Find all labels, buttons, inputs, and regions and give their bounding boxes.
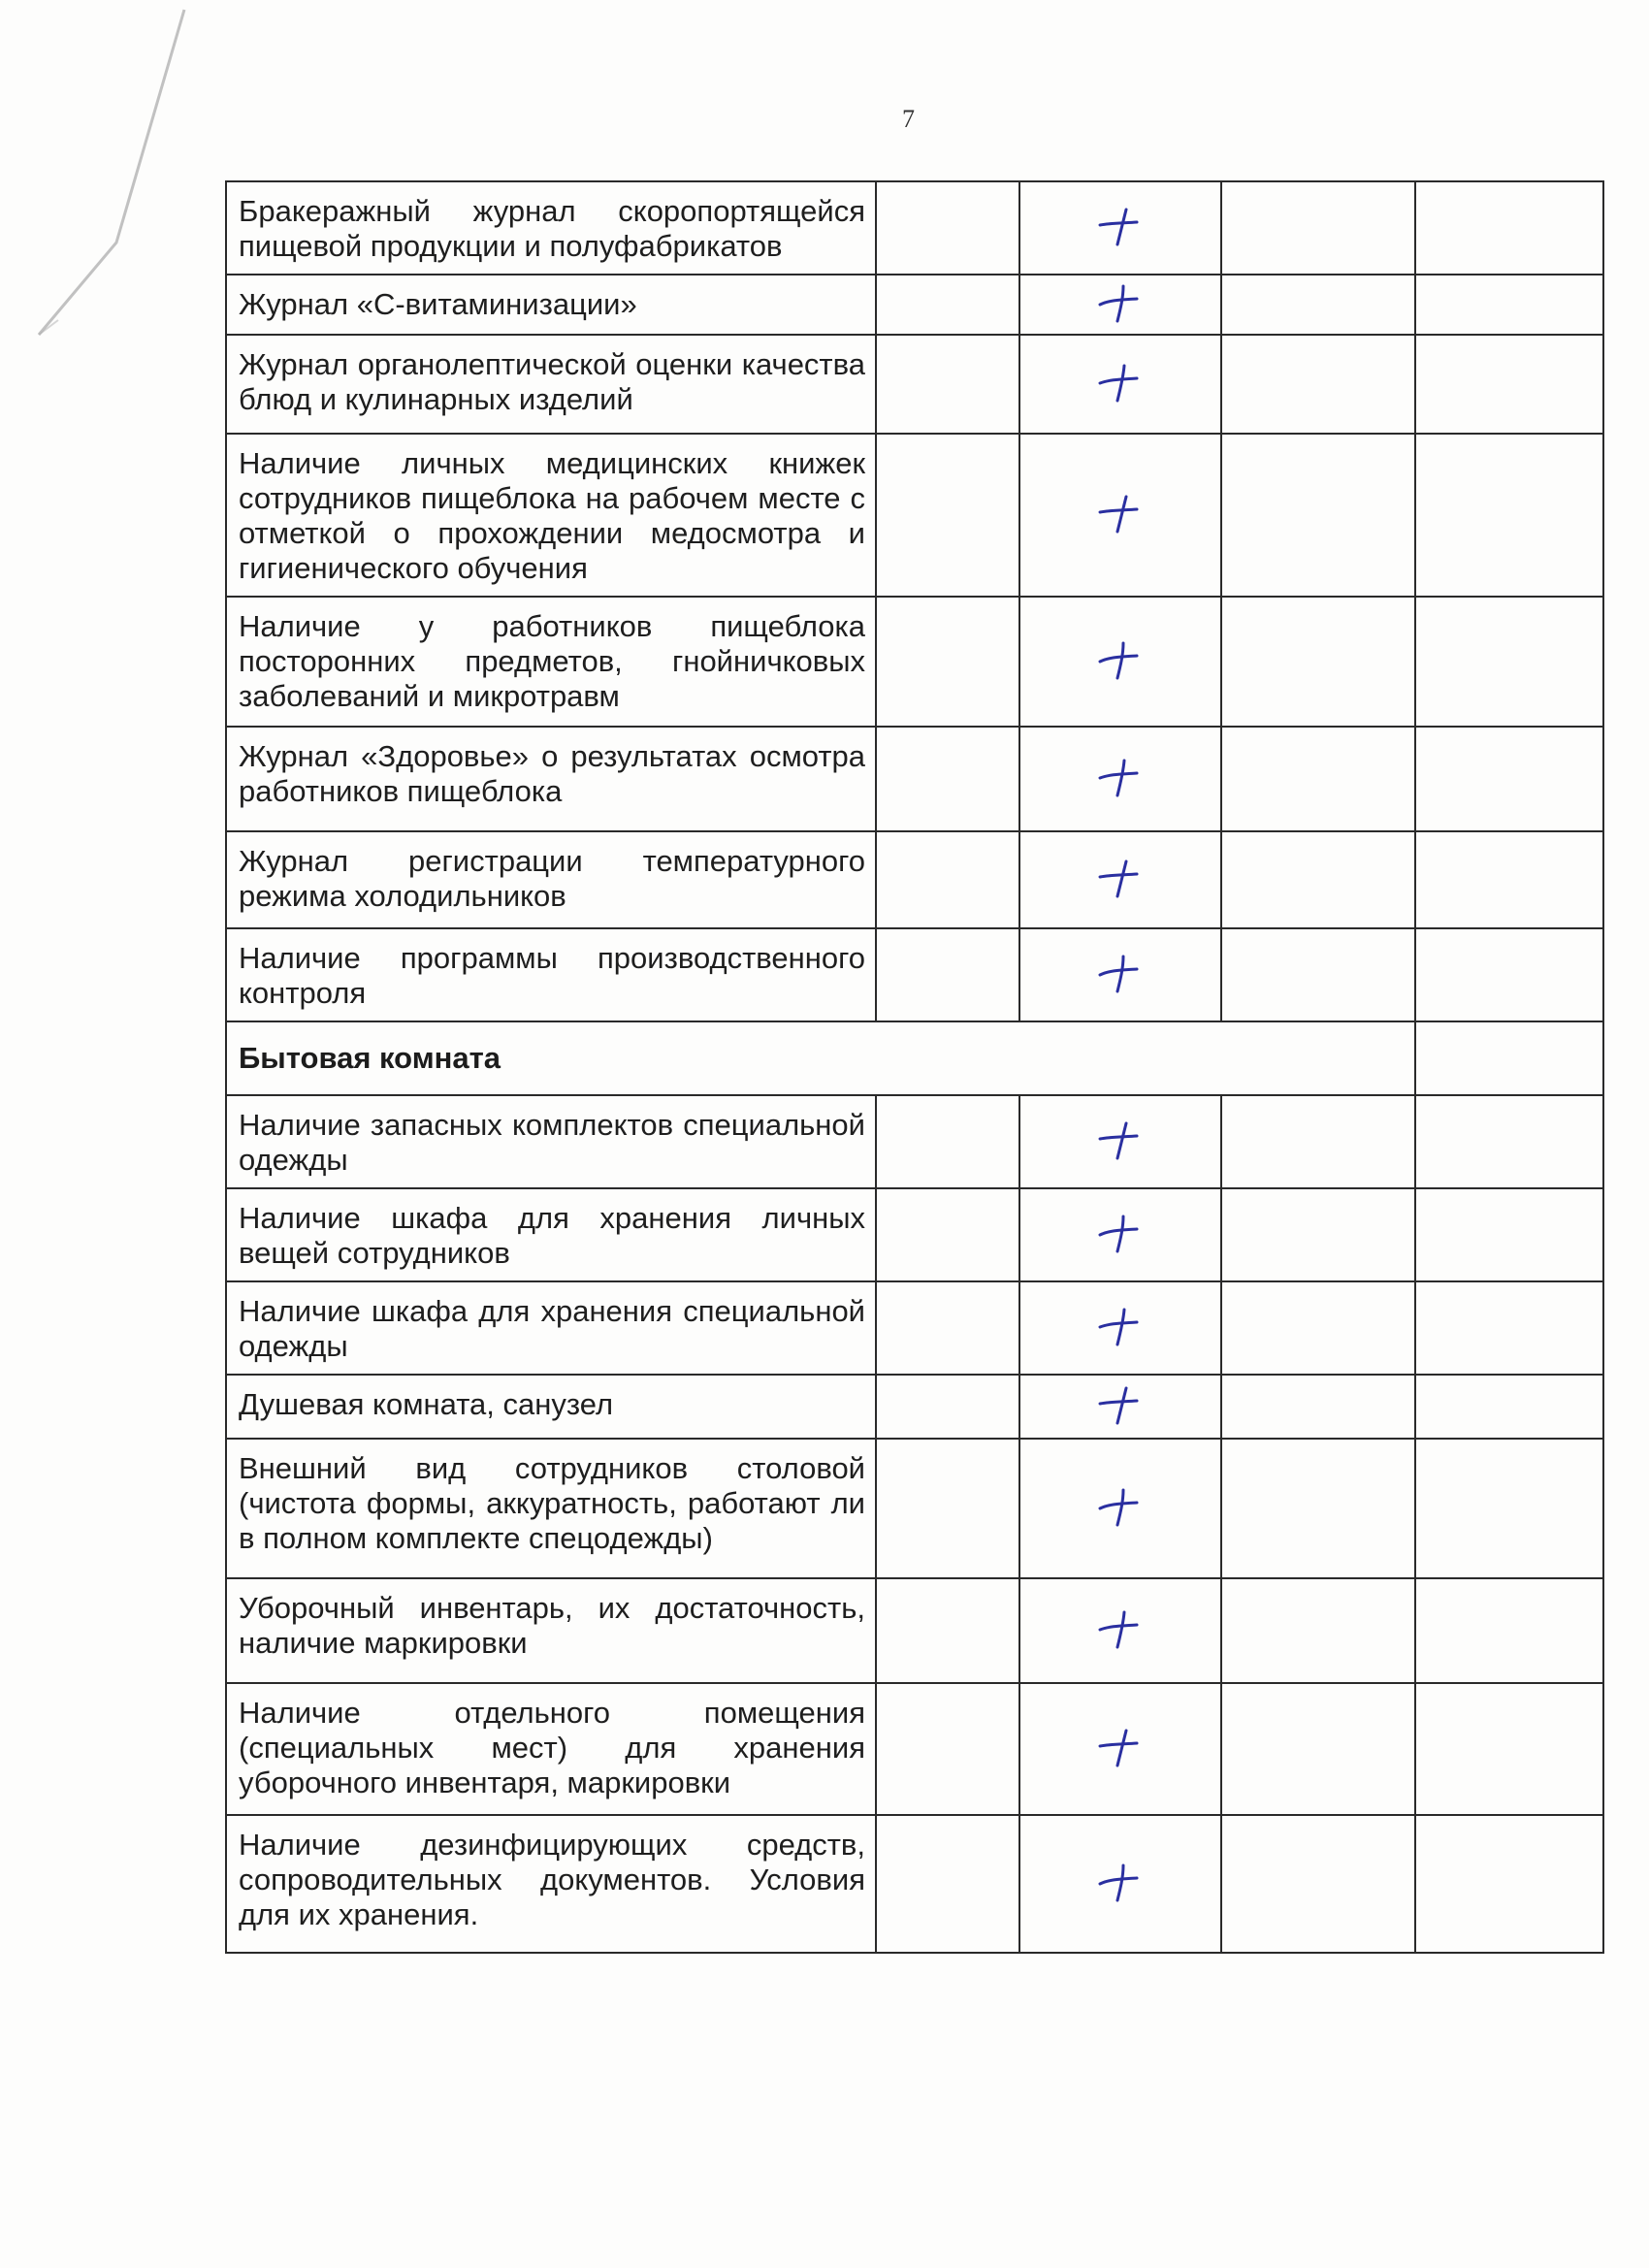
empty-cell <box>876 597 1019 727</box>
criterion-text: Душевая комната, санузел <box>226 1375 876 1439</box>
table-row <box>226 335 1603 434</box>
empty-cell <box>876 181 1019 275</box>
handwritten-plus-icon <box>1094 637 1147 682</box>
check-mark-cell <box>1019 831 1221 928</box>
table-row <box>226 928 1603 1021</box>
empty-cell <box>1415 831 1603 928</box>
empty-cell <box>1415 1683 1603 1815</box>
handwritten-plus-icon <box>1094 856 1147 900</box>
empty-cell <box>876 831 1019 928</box>
handwritten-plus-icon <box>1094 1484 1147 1529</box>
empty-cell <box>1221 1188 1415 1281</box>
inspection-checklist-table <box>225 180 1604 1954</box>
check-mark-cell <box>1019 1815 1221 1953</box>
handwritten-plus-icon <box>1094 1118 1147 1162</box>
empty-cell <box>1415 727 1603 831</box>
table-row <box>226 1095 1603 1188</box>
empty-cell <box>1415 597 1603 727</box>
empty-cell <box>1415 1188 1603 1281</box>
handwritten-plus-icon <box>1094 1860 1147 1904</box>
empty-cell <box>876 727 1019 831</box>
empty-cell <box>876 275 1019 335</box>
empty-cell <box>876 1578 1019 1683</box>
empty-cell <box>1415 181 1603 275</box>
table-row <box>226 1439 1603 1578</box>
check-mark-cell <box>1019 1281 1221 1375</box>
table-row <box>226 597 1603 727</box>
criterion-text: Журнал «Здоровье» о результатах осмотра работников пищеблока <box>226 727 876 831</box>
table-row <box>226 1281 1603 1375</box>
empty-cell <box>1221 1439 1415 1578</box>
handwritten-plus-icon <box>1094 1382 1147 1427</box>
empty-cell <box>876 1375 1019 1439</box>
criterion-text: Наличие отдельного помещения (специальных мест) для хранения уборочного инвентаря, маркировки <box>226 1683 876 1815</box>
table-row <box>226 1683 1603 1815</box>
empty-cell <box>876 1188 1019 1281</box>
table-row <box>226 1815 1603 1953</box>
empty-cell <box>1221 1281 1415 1375</box>
handwritten-plus-icon <box>1094 1606 1147 1651</box>
check-mark-cell <box>1019 335 1221 434</box>
empty-cell <box>1221 1578 1415 1683</box>
page-number: 7 <box>902 105 915 133</box>
criterion-text: Наличие программы производственного контроля <box>226 928 876 1021</box>
check-mark-cell <box>1019 1375 1221 1439</box>
empty-cell <box>1415 928 1603 1021</box>
table-row <box>226 434 1603 597</box>
empty-cell <box>876 1439 1019 1578</box>
empty-cell <box>1221 1683 1415 1815</box>
empty-cell <box>876 1281 1019 1375</box>
empty-cell <box>1415 1021 1603 1095</box>
check-mark-cell <box>1019 1188 1221 1281</box>
check-mark-cell <box>1019 1095 1221 1188</box>
empty-cell <box>1415 434 1603 597</box>
empty-cell <box>1415 1815 1603 1953</box>
empty-cell <box>1415 1095 1603 1188</box>
criterion-text: Внешний вид сотрудников столовой (чистота формы, аккуратность, работают ли в полном комплекте спецодежды) <box>226 1439 876 1578</box>
table-row <box>226 1188 1603 1281</box>
empty-cell <box>1221 335 1415 434</box>
handwritten-plus-icon <box>1094 360 1147 405</box>
criterion-text: Наличие шкафа для хранения специальной одежды <box>226 1281 876 1375</box>
empty-cell <box>1221 727 1415 831</box>
criterion-text: Журнал органолептической оценки качества блюд и кулинарных изделий <box>226 335 876 434</box>
table-row <box>226 181 1603 275</box>
criterion-text: Наличие запасных комплектов специальной одежды <box>226 1095 876 1188</box>
handwritten-plus-icon <box>1094 1211 1147 1255</box>
empty-cell <box>1221 928 1415 1021</box>
empty-cell <box>876 335 1019 434</box>
empty-cell <box>1221 1095 1415 1188</box>
section-header-row <box>226 1021 1603 1095</box>
empty-cell <box>1415 1578 1603 1683</box>
criterion-text: Бракеражный журнал скоропортящейся пищевой продукции и полуфабрикатов <box>226 181 876 275</box>
check-mark-cell <box>1019 727 1221 831</box>
empty-cell <box>876 434 1019 597</box>
empty-cell <box>1221 1815 1415 1953</box>
empty-cell <box>876 1095 1019 1188</box>
empty-cell <box>1221 597 1415 727</box>
empty-cell <box>1221 434 1415 597</box>
check-mark-cell <box>1019 1683 1221 1815</box>
empty-cell <box>1221 1375 1415 1439</box>
table-row <box>226 1375 1603 1439</box>
criterion-text: Уборочный инвентарь, их достаточность, наличие маркировки <box>226 1578 876 1683</box>
empty-cell <box>1221 275 1415 335</box>
empty-cell <box>876 1683 1019 1815</box>
handwritten-plus-icon <box>1094 491 1147 535</box>
table-row <box>226 1578 1603 1683</box>
empty-cell <box>1415 275 1603 335</box>
criterion-text: Журнал «С-витаминизации» <box>226 275 876 335</box>
empty-cell <box>1415 1439 1603 1578</box>
criterion-text: Наличие шкафа для хранения личных вещей сотрудников <box>226 1188 876 1281</box>
handwritten-plus-icon <box>1094 1725 1147 1769</box>
criterion-text: Наличие дезинфицирующих средств, сопроводительных документов. Условия для их хранения. <box>226 1815 876 1953</box>
handwritten-plus-icon <box>1094 280 1147 325</box>
handwritten-plus-icon <box>1094 951 1147 995</box>
check-mark-cell <box>1019 275 1221 335</box>
handwritten-plus-icon <box>1094 755 1147 799</box>
empty-cell <box>876 1815 1019 1953</box>
empty-cell <box>1415 1281 1603 1375</box>
check-mark-cell <box>1019 1439 1221 1578</box>
check-mark-cell <box>1019 434 1221 597</box>
check-mark-cell <box>1019 181 1221 275</box>
table-row <box>226 831 1603 928</box>
check-mark-cell <box>1019 928 1221 1021</box>
table-row <box>226 727 1603 831</box>
handwritten-plus-icon <box>1094 204 1147 248</box>
handwritten-plus-icon <box>1094 1304 1147 1348</box>
empty-cell <box>876 928 1019 1021</box>
check-mark-cell <box>1019 597 1221 727</box>
criterion-text: Наличие у работников пищеблока посторонних предметов, гнойничковых заболеваний и микротравм <box>226 597 876 727</box>
criterion-text: Журнал регистрации температурного режима холодильников <box>226 831 876 928</box>
check-mark-cell <box>1019 1578 1221 1683</box>
empty-cell <box>1415 335 1603 434</box>
empty-cell <box>1221 181 1415 275</box>
criterion-text: Наличие личных медицинских книжек сотрудников пищеблока на рабочем месте с отметкой о прохождении медосмотра и гигиенического обучения <box>226 434 876 597</box>
empty-cell <box>1221 831 1415 928</box>
table-row <box>226 275 1603 335</box>
empty-cell <box>1415 1375 1603 1439</box>
section-title: Бытовая комната <box>226 1021 1415 1095</box>
